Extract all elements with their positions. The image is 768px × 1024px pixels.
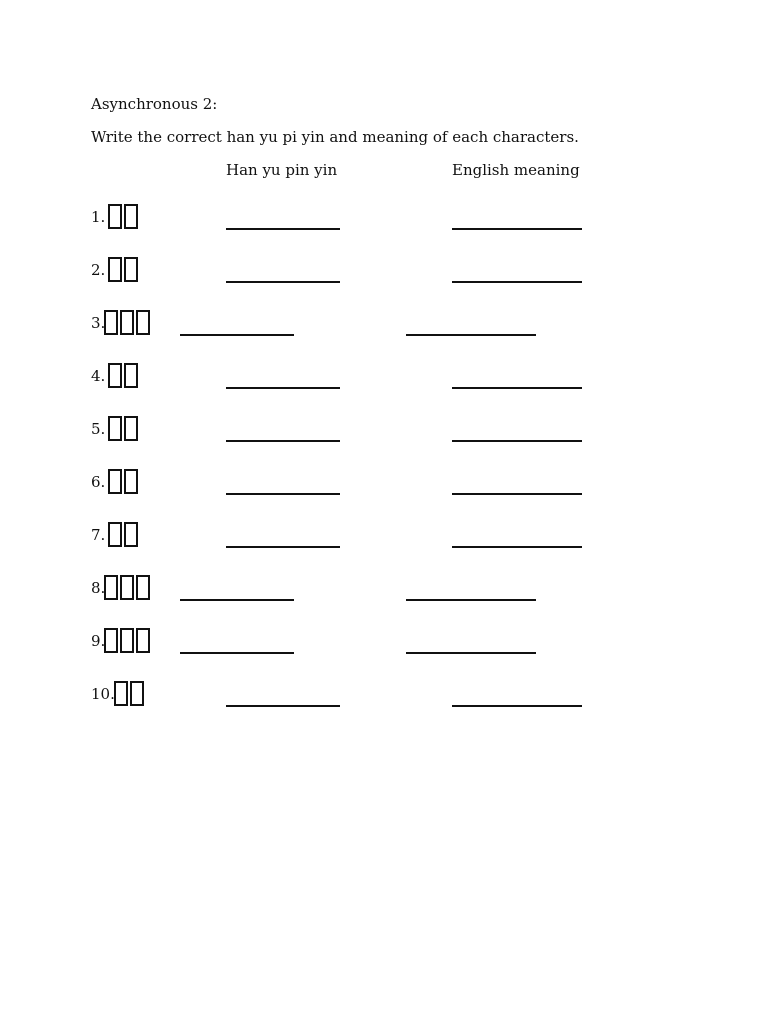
character-group <box>108 257 138 282</box>
character-group <box>108 204 138 229</box>
missing-glyph-box <box>124 257 138 282</box>
question-row <box>0 351 768 391</box>
meaning-answer-blank[interactable] <box>452 705 582 707</box>
meaning-answer-blank[interactable] <box>452 228 582 230</box>
pinyin-answer-blank[interactable] <box>226 281 340 283</box>
meaning-answer-blank[interactable] <box>452 546 582 548</box>
pinyin-answer-blank[interactable] <box>180 599 294 601</box>
pinyin-answer-blank[interactable] <box>180 652 294 654</box>
missing-glyph-box <box>124 204 138 229</box>
pinyin-answer-blank[interactable] <box>226 546 340 548</box>
missing-glyph-box <box>124 416 138 441</box>
missing-glyph-box <box>136 575 150 600</box>
missing-glyph-box <box>108 257 122 282</box>
character-group <box>108 469 138 494</box>
question-row <box>0 192 768 232</box>
question-row <box>0 457 768 497</box>
character-group <box>108 363 138 388</box>
missing-glyph-box <box>124 469 138 494</box>
column-header-pinyin: Han yu pin yin <box>226 161 338 179</box>
character-group <box>104 310 150 335</box>
missing-glyph-box <box>136 310 150 335</box>
missing-glyph-box <box>108 204 122 229</box>
worksheet-title: Asynchronous 2: <box>91 95 218 113</box>
pinyin-answer-blank[interactable] <box>226 387 340 389</box>
question-number: 8. <box>91 579 106 597</box>
question-number: 6. <box>91 473 106 491</box>
question-number: 7. <box>91 526 106 544</box>
missing-glyph-box <box>104 628 118 653</box>
character-group <box>104 575 150 600</box>
question-row <box>0 510 768 550</box>
character-group <box>108 416 138 441</box>
question-number: 5. <box>91 420 106 438</box>
question-row <box>0 298 768 338</box>
missing-glyph-box <box>108 363 122 388</box>
question-number: 3. <box>91 314 106 332</box>
meaning-answer-blank[interactable] <box>452 387 582 389</box>
question-number: 9. <box>91 632 106 650</box>
missing-glyph-box <box>120 310 134 335</box>
pinyin-answer-blank[interactable] <box>226 493 340 495</box>
question-number: 1. <box>91 208 106 226</box>
meaning-answer-blank[interactable] <box>406 334 536 336</box>
question-row <box>0 245 768 285</box>
missing-glyph-box <box>104 575 118 600</box>
meaning-answer-blank[interactable] <box>406 652 536 654</box>
meaning-answer-blank[interactable] <box>452 440 582 442</box>
missing-glyph-box <box>124 522 138 547</box>
meaning-answer-blank[interactable] <box>406 599 536 601</box>
missing-glyph-box <box>136 628 150 653</box>
character-group <box>108 522 138 547</box>
missing-glyph-box <box>104 310 118 335</box>
missing-glyph-box <box>120 628 134 653</box>
pinyin-answer-blank[interactable] <box>226 228 340 230</box>
character-group <box>104 628 150 653</box>
missing-glyph-box <box>120 575 134 600</box>
pinyin-answer-blank[interactable] <box>226 705 340 707</box>
question-number: 4. <box>91 367 106 385</box>
question-number: 2. <box>91 261 106 279</box>
meaning-answer-blank[interactable] <box>452 493 582 495</box>
character-group <box>114 681 144 706</box>
question-row <box>0 616 768 656</box>
pinyin-answer-blank[interactable] <box>180 334 294 336</box>
question-row <box>0 404 768 444</box>
missing-glyph-box <box>108 416 122 441</box>
pinyin-answer-blank[interactable] <box>226 440 340 442</box>
question-row <box>0 669 768 709</box>
missing-glyph-box <box>114 681 128 706</box>
meaning-answer-blank[interactable] <box>452 281 582 283</box>
missing-glyph-box <box>108 522 122 547</box>
worksheet-instruction: Write the correct han yu pi yin and meaning of each characters. <box>91 128 579 146</box>
missing-glyph-box <box>124 363 138 388</box>
column-header-meaning: English meaning <box>452 161 580 179</box>
question-number: 10. <box>91 685 115 703</box>
missing-glyph-box <box>108 469 122 494</box>
missing-glyph-box <box>130 681 144 706</box>
question-row <box>0 563 768 603</box>
